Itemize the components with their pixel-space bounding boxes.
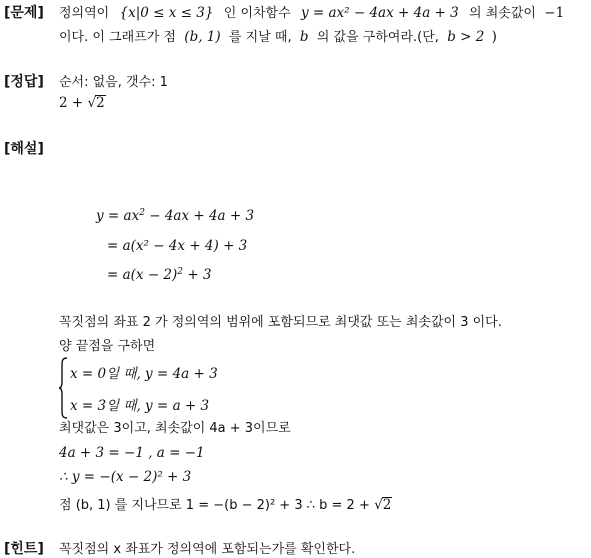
answer-value: 2 +: [59, 95, 84, 111]
solution-eq-3: [107, 267, 212, 283]
answer-label: [정답]: [4, 74, 44, 90]
answer-radicand: 2: [96, 95, 105, 111]
eq3-part: = a(x − 2): [107, 267, 178, 283]
case-brace: [58, 357, 68, 419]
eq3-part: + 3: [187, 267, 212, 283]
case-line-1: x = 0일 때, y = 4a + 3: [70, 366, 218, 382]
problem-point: (b, 1): [184, 29, 221, 45]
exponent: 2: [139, 208, 145, 218]
exponent: 2: [177, 267, 184, 277]
problem-domain: {x|0 ≤ x ≤ 3}: [119, 5, 214, 21]
solution-text-1: 꼭짓점의 좌표 2 가 정의역의 범위에 포함되므로 최댓값 또는 최솟값이 3 이다.: [59, 315, 502, 330]
hint-text: 꼭짓점의 x 좌표가 정의역에 포함되는가를 확인한다.: [59, 542, 356, 557]
problem-line-1: [59, 2, 564, 21]
solution-radicand: 2: [382, 497, 392, 513]
answer-line-1: 순서: 없음, 갯수: 1: [59, 75, 168, 90]
problem-text: 정의역이: [59, 6, 110, 21]
solution-text-4: 4a + 3 = −1 , a = −1: [59, 445, 205, 461]
solution-text-5: ∴ y = −(x − 2)² + 3: [59, 469, 192, 485]
problem-text: 의 값을 구하여라.(단,: [316, 30, 439, 45]
problem-text: 인 이차함수: [223, 6, 291, 21]
problem-text: 이다. 이 그래프가 점: [59, 30, 176, 45]
solution-text-6: [59, 494, 392, 513]
solution-text-3: 최댓값은 3이고, 최솟값이 4a + 3이므로: [59, 421, 291, 436]
eq1-part: − 4ax + 4a + 3: [149, 208, 255, 224]
sqrt-symbol: √: [374, 497, 383, 513]
problem-min-value: −1: [544, 5, 565, 21]
problem-variable: b: [299, 29, 309, 45]
sqrt-symbol: √: [87, 95, 97, 111]
problem-text: 를 지날 때,: [228, 30, 292, 45]
problem-line-2: [59, 26, 497, 45]
solution-eq-2: = a(x² − 4x + 4) + 3: [107, 238, 248, 254]
problem-label: [문제]: [4, 5, 44, 21]
problem-text: ): [491, 29, 497, 45]
problem-condition: b > 2: [447, 29, 485, 45]
answer-line-2: [59, 95, 106, 111]
hint-label: [힌트]: [4, 541, 44, 557]
solution-label: [해설]: [4, 141, 44, 157]
solution-text-2: 양 끝점을 구하면: [59, 339, 156, 354]
solution-text-6-main: 점 (b, 1) 를 지나므로 1 = −(b − 2)² + 3 ∴ b = 2 +: [59, 498, 370, 513]
eq1-part: y = ax: [96, 208, 140, 224]
solution-eq-1: [96, 208, 254, 224]
case-line-2: x = 3일 때, y = a + 3: [70, 398, 210, 414]
problem-text: 의 최솟값이: [469, 6, 536, 21]
problem-function: y = ax² − 4ax + 4a + 3: [300, 5, 459, 21]
